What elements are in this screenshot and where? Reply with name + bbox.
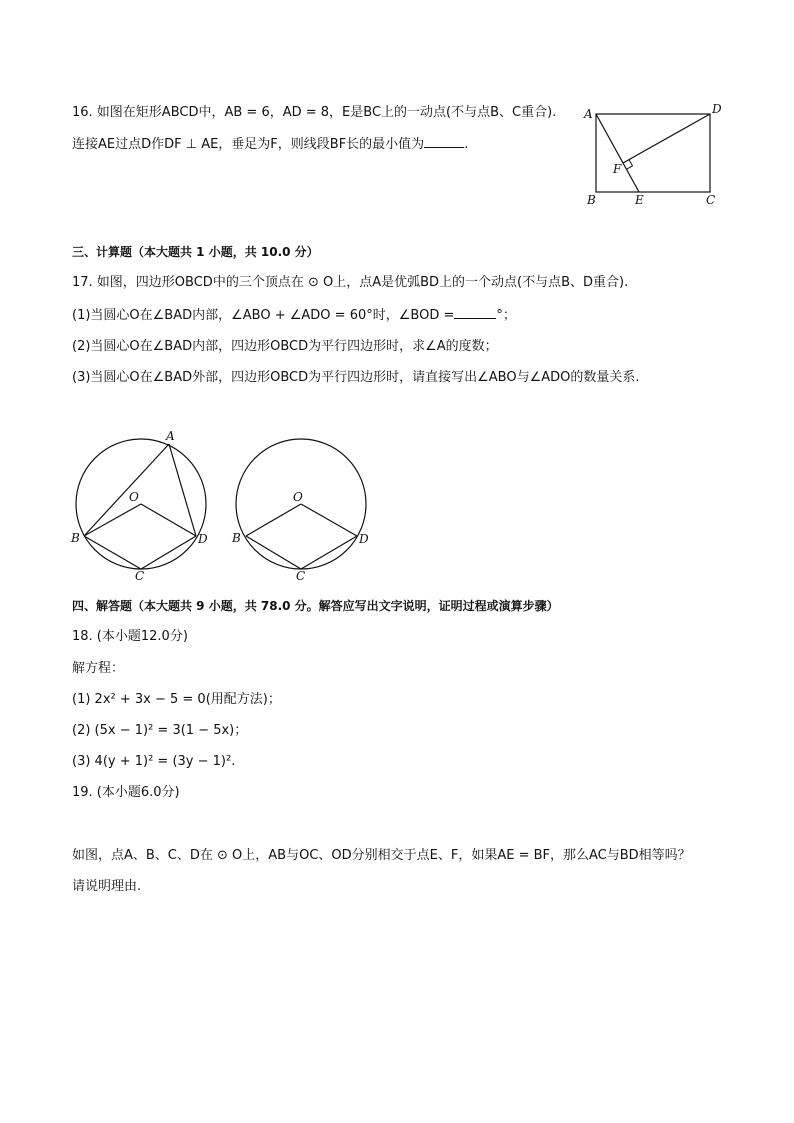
label-o: O bbox=[129, 490, 139, 504]
q18-header: 18. (本小题12.0分) bbox=[72, 629, 188, 644]
q16-line2 bbox=[72, 135, 468, 154]
label-a: A bbox=[584, 107, 593, 121]
q17-stem: 17. 如图，四边形OBCD中的三个顶点在 ⊙ O上，点A是优弧BD上的一个动点(不与点B、D重合). bbox=[72, 275, 629, 290]
label-c: C bbox=[296, 569, 306, 583]
segment-cd bbox=[301, 536, 357, 569]
segment-cd bbox=[141, 536, 196, 569]
q16-rectangle-figure bbox=[580, 98, 730, 210]
q17-answer-blank[interactable] bbox=[454, 306, 496, 319]
q19-line2: 请说明理由. bbox=[72, 879, 142, 894]
rectangle-abcd bbox=[596, 114, 710, 192]
label-d: D bbox=[198, 532, 208, 546]
q17-circle-figure-2 bbox=[225, 425, 385, 585]
q17-part3: (3)当圆心O在∠BAD外部，四边形OBCD为平行四边形时，请直接写出∠ABO与∠ADO的数量关系. bbox=[72, 370, 640, 385]
q18-intro: 解方程： bbox=[72, 661, 125, 676]
section4-title: 四、解答题（本大题共 9 小题，共 78.0 分。解答应写出文字说明，证明过程或演算步骤） bbox=[72, 599, 559, 613]
q16-line2-text: 连接AE过点D作DF ⊥ AE，垂足为F，则线段BF长的最小值为 bbox=[72, 137, 425, 152]
label-f: F bbox=[613, 162, 622, 176]
q17-circle-figure-1 bbox=[62, 425, 222, 585]
label-b: B bbox=[587, 193, 596, 207]
q19-header: 19. (本小题6.0分) bbox=[72, 785, 180, 800]
label-b: B bbox=[71, 531, 80, 545]
segment-bo bbox=[246, 504, 301, 536]
q18-equation-1: (1) 2x² + 3x − 5 = 0(用配方法)； bbox=[72, 692, 281, 707]
section3-title: 三、计算题（本大题共 1 小题，共 10.0 分） bbox=[72, 245, 319, 259]
q16-line2-end: . bbox=[464, 137, 469, 152]
q17-part2: (2)当圆心O在∠BAD内部，四边形OBCD为平行四边形时，求∠A的度数； bbox=[72, 339, 498, 354]
q17-part1-text: (1)当圆心O在∠BAD内部，∠ABO + ∠ADO = 60°时，∠BOD = bbox=[72, 308, 455, 323]
segment-od bbox=[301, 504, 357, 536]
label-d: D bbox=[712, 102, 722, 116]
segment-df bbox=[623, 114, 710, 163]
label-b: B bbox=[232, 531, 241, 545]
segment-bc bbox=[84, 536, 141, 569]
segment-ab bbox=[84, 444, 169, 536]
q18-equation-3: (3) 4(y + 1)² = (3y − 1)². bbox=[72, 754, 236, 769]
q19-line1: 如图，点A、B、C、D在 ⊙ O上，AB与OC、OD分别相交于点E、F，如果AE = BF，那么AC与BD相等吗？ bbox=[72, 848, 691, 863]
q16-answer-blank[interactable] bbox=[424, 135, 464, 148]
segment-bc bbox=[246, 536, 301, 569]
q17-part1 bbox=[72, 306, 516, 325]
label-c: C bbox=[706, 193, 716, 207]
segment-bo bbox=[84, 504, 141, 536]
q16-line1: 16. 如图在矩形ABCD中，AB = 6，AD = 8，E是BC上的一动点(不与点B、C重合). bbox=[72, 105, 557, 120]
q18-equation-2: (2) (5x − 1)² = 3(1 − 5x)； bbox=[72, 723, 248, 738]
label-a: A bbox=[166, 429, 175, 443]
q17-part1-end: °； bbox=[496, 308, 516, 323]
label-e: E bbox=[635, 193, 644, 207]
label-c: C bbox=[135, 569, 145, 583]
label-o: O bbox=[293, 490, 303, 504]
segment-ae bbox=[596, 114, 639, 192]
label-d: D bbox=[359, 532, 369, 546]
